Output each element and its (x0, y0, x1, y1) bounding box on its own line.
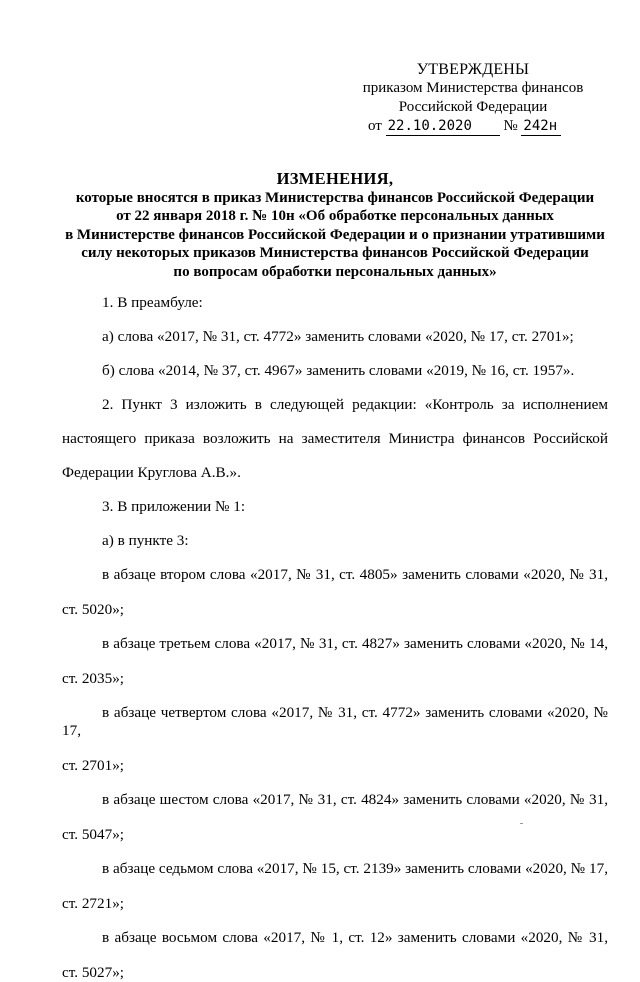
list-item: в абзаце втором слова «2017, № 31, ст. 4805» заменить словами «2020, № 31, (102, 566, 608, 583)
approval-line-2: Российской Федерации (398, 99, 548, 115)
title-line-1: которые вносятся в приказ Министерства финансов Российской Федерации (75, 189, 595, 206)
list-item-continuation: ст. 5020»; (62, 601, 125, 618)
document-body (62, 294, 608, 982)
paragraph-2-line-2: настоящего приказа возложить на заместителя Министра финансов Российской (62, 430, 608, 447)
list-item-continuation: ст. 2701»; (62, 757, 125, 774)
list-item: в абзаце третьем слова «2017, № 31, ст. 4827» заменить словами «2020, № 14, (102, 635, 608, 652)
list-item: в абзаце седьмом слова «2017, № 15, ст. 2139» заменить словами «2020, № 17, (102, 860, 608, 877)
date-prefix: от (368, 118, 382, 134)
approval-line-1: приказом Министерства финансов (362, 80, 584, 96)
scan-speck (520, 823, 523, 824)
title-line-5: по вопросам обработки персональных данных» (173, 263, 497, 280)
document-title (60, 170, 610, 281)
title-line-3: в Министерстве финансов Российской Федерации и о признании утратившими (65, 226, 605, 243)
list-item-continuation: ст. 2035»; (62, 670, 125, 687)
paragraph-1a: а) слова «2017, № 31, ст. 4772» заменить словами «2020, № 17, ст. 2701»; (102, 328, 574, 345)
title-line-2: от 22 января 2018 г. № 10н «Об обработке персональных данных (116, 208, 554, 224)
paragraph-3: 3. В приложении № 1: (102, 498, 246, 515)
list-item-continuation: ст. 5027»; (62, 964, 125, 981)
paragraph-2-line-1: 2. Пункт 3 изложить в следующей редакции: «Контроль за исполнением (102, 396, 608, 413)
paragraph-1: 1. В преамбуле: (102, 294, 203, 311)
approval-block (358, 60, 588, 136)
paragraph-1b: б) слова «2014, № 37, ст. 4967» заменить словами «2019, № 16, ст. 1957». (102, 362, 575, 379)
list-item: в абзаце четвертом слова «2017, № 31, ст. 4772» заменить словами «2020, № 17, (62, 704, 608, 739)
title-heading: ИЗМЕНЕНИЯ, (276, 169, 394, 188)
list-item-continuation: ст. 2721»; (62, 895, 125, 912)
list-item: в абзаце шестом слова «2017, № 31, ст. 4824» заменить словами «2020, № 31, (102, 791, 608, 808)
number-prefix: № (503, 118, 518, 134)
list-item: в абзаце восьмом слова «2017, № 1, ст. 12» заменить словами «2020, № 31, (102, 929, 608, 946)
title-line-4: силу некоторых приказов Министерства финансов Российской Федерации (81, 245, 589, 261)
approval-dateline (358, 117, 588, 136)
list-item-continuation: ст. 5047»; (62, 826, 125, 843)
paragraph-3a: а) в пункте 3: (102, 532, 189, 549)
number-value: 242н (521, 118, 561, 136)
approval-heading: УТВЕРЖДЕНЫ (416, 61, 530, 78)
date-value: 22.10.2020 (386, 118, 500, 136)
paragraph-2-line-3: Федерации Круглова А.В.». (62, 464, 241, 481)
